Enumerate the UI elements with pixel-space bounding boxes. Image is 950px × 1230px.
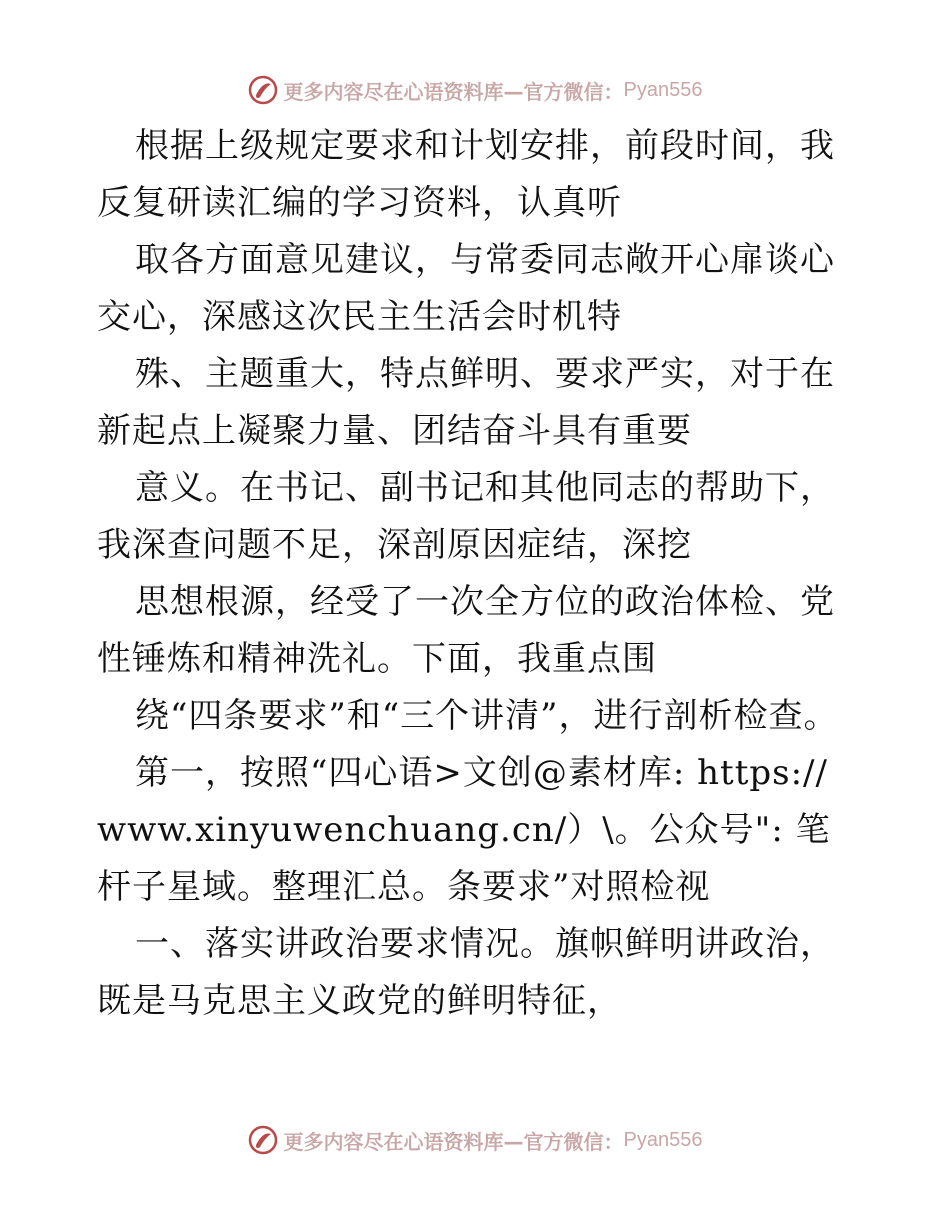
header-banner-id: Pyan556 (623, 78, 703, 101)
paragraph: 取各方面意见建议，与常委同志敞开心扉谈心交心，深感这次民主生活会时机特 (97, 240, 835, 337)
logo-icon (248, 1125, 278, 1155)
paragraph: 绕“四条要求”和“三个讲清”，进行剖析检查。 (135, 696, 839, 736)
paragraph: 思想根源，经受了一次全方位的政治体检、党性锤炼和精神洗礼。下面，我重点围 (97, 582, 835, 679)
paragraph: 根据上级规定要求和计划安排，前段时间，我反复研读汇编的学习资料，认真听 (97, 126, 835, 223)
footer-watermark-banner (0, 1120, 950, 1160)
document-body (97, 118, 857, 1030)
footer-banner-id: Pyan556 (623, 1128, 703, 1151)
logo-icon (248, 75, 278, 105)
header-banner-text: 更多内容尽在心语资料库—官方微信： (283, 79, 624, 104)
paragraph: 殊、主题重大，特点鲜明、要求严实，对于在新起点上凝聚力量、团结奋斗具有重要 (97, 354, 835, 451)
paragraph: 第一，按照“四心语>文创@素材库: https://www.xinyuwenchuang.cn/）\。公众号": 笔杆子星域。整理汇总。条要求”对照检视 (97, 753, 831, 907)
header-watermark-banner (0, 70, 950, 110)
paragraph: 意义。在书记、副书记和其他同志的帮助下，我深查问题不足，深剖原因症结，深挖 (97, 468, 835, 565)
footer-banner-text: 更多内容尽在心语资料库—官方微信： (283, 1129, 624, 1154)
paragraph: 一、落实讲政治要求情况。旗帜鲜明讲政治，既是马克思主义政党的鲜明特征， (97, 924, 835, 1021)
